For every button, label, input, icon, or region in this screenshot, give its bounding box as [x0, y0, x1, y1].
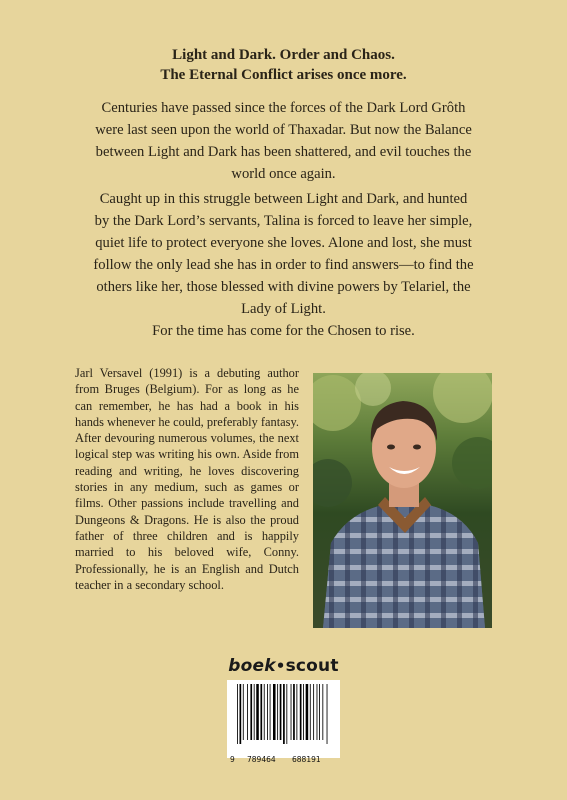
isbn-prefix: 9: [230, 755, 235, 764]
blurb-paragraph-2: Caught up in this struggle between Light and Dark, and hunted by the Dark Lord’s servants, Talina is forced to leave her simple, quiet life to protect everyone she loves. Alone and lost, she must follow the only lead she has in order to find answers—to find the others like her, those blessed with divine powers by Telariel, the Lady of Light.: [93, 191, 474, 317]
barcode-bars: [233, 684, 334, 744]
publisher-logo-dot: •: [275, 657, 286, 675]
publisher-logo: [0, 656, 567, 676]
isbn-group-2: 688191: [292, 755, 321, 764]
blurb-paragraph-3: For the time has come for the Chosen to rise.: [152, 323, 415, 339]
barcode: [227, 680, 340, 764]
tagline: [0, 45, 567, 85]
tagline-line-1: Light and Dark. Order and Chaos.: [172, 47, 395, 63]
isbn-group-1: 789464: [247, 755, 276, 764]
publisher-logo-part-1: boek: [228, 656, 276, 676]
author-bio: Jarl Versavel (1991) is a debuting author from Bruges (Belgium). For as long as he can remember, he has had a book in his hands whenever he could, preferably fantasy. After devouring numerous volumes, the next logical step was writing his own. Aside from reading and writing, he loves discovering stories in any medium, such as games or films. Other passions include travelling and Dungeons & Dragons. He is also the proud father of three children and is happily married to his beloved wife, Conny. Professionally, he is an English and Dutch teacher in a secondary school.: [75, 366, 299, 592]
author-photo: [313, 373, 492, 628]
blurb-paragraph-1: Centuries have passed since the forces of the Dark Lord Grôth were last seen upon the world of Thaxadar. But now the Balance between Light and Dark has been shattered, and evil touches the world once again.: [95, 100, 472, 182]
publisher-logo-part-2: scout: [285, 656, 339, 676]
tagline-line-2: The Eternal Conflict arises once more.: [160, 67, 407, 83]
